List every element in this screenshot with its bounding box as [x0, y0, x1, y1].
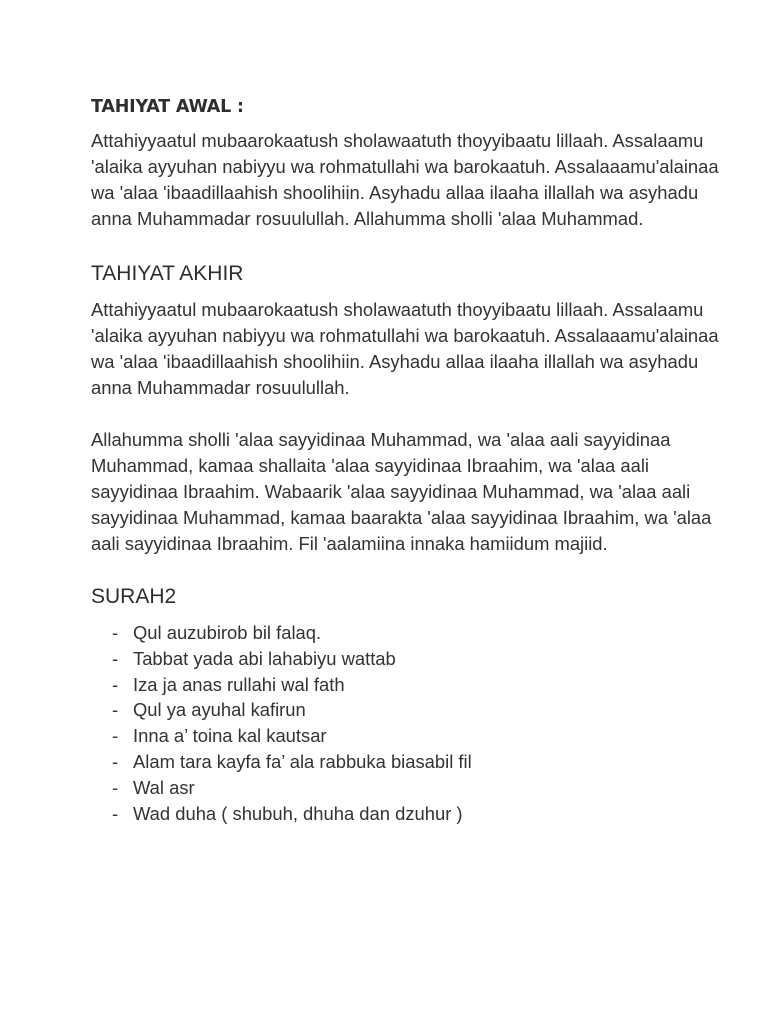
list-item — [91, 723, 731, 749]
surah-list — [91, 620, 731, 826]
list-item — [91, 749, 731, 775]
list-item-text: Qul auzubirob bil falaq. — [133, 622, 322, 643]
list-item-text: Qul ya ayuhal kafirun — [133, 699, 306, 721]
list-item-text: Alam tara kayfa fa’ ala rabbuka biasabil fil — [133, 750, 472, 772]
list-bullet: - — [112, 673, 119, 695]
list-bullet: - — [112, 725, 119, 747]
list-bullet: - — [112, 647, 119, 669]
list-bullet: - — [112, 699, 119, 721]
list-item — [91, 646, 731, 672]
list-item — [91, 620, 731, 646]
list-bullet: - — [112, 776, 119, 798]
list-item — [91, 775, 731, 801]
list-bullet: - — [112, 802, 119, 824]
list-item-text: Wad duha ( shubuh, dhuha dan dzuhur ) — [133, 802, 463, 824]
list-item-text: Inna a’ toina kal kautsar — [133, 725, 327, 747]
list-item-text: Wal asr — [133, 776, 195, 798]
document-page — [91, 94, 731, 826]
list-item — [91, 801, 731, 827]
paragraph-tahiyat-awal: Attahiyyaatul mubaarokaatush sholawaatuth thoyyibaatu lillaah. Assalaamu 'alaika ayyuhan nabiyyu wa rohmatullahi wa barokaatuh. Assalaaamu'alainaa wa 'alaa 'ibaadillaahish shoolihiin. Asyhadu allaa ilaaha illallah wa asyhadu anna Muhammadar rosuulullah. Allahumma sholli 'alaa Muhammad. — [91, 130, 719, 229]
heading-tahiyat-akhir: TAHIYAT AKHIR — [91, 262, 244, 285]
heading-tahiyat-awal: TAHIYAT AWAL : — [91, 97, 244, 117]
heading-surah: SURAH2 — [91, 585, 177, 608]
list-bullet: - — [112, 622, 119, 643]
list-item-text: Tabbat yada abi lahabiyu wattab — [133, 647, 396, 669]
paragraph-tahiyat-akhir-1: Attahiyyaatul mubaarokaatush sholawaatuth thoyyibaatu lillaah. Assalaamu 'alaika ayyuhan nabiyyu wa rohmatullahi wa barokaatuh. Assalaaamu'alainaa wa 'alaa 'ibaadillaahish shoolihiin. Asyhadu allaa ilaaha illallah wa asyhadu anna Muhammadar rosuulullah. — [91, 299, 719, 398]
paragraph-tahiyat-akhir-2: Allahumma sholli 'alaa sayyidinaa Muhammad, wa 'alaa aali sayyidinaa Muhammad, kamaa shallaita 'alaa sayyidinaa Ibraahim, wa 'alaa aali sayyidinaa Ibraahim. Wabaarik 'alaa sayyidinaa Muhammad, wa 'alaa aali sayyidinaa Muhammad, kamaa baarakta 'alaa sayyidinaa Ibraahim, wa 'alaa aali sayyidinaa Ibraahim. Fil 'aalamiina innaka hamiidum majiid. — [91, 429, 712, 554]
list-item — [91, 672, 731, 698]
list-item-text: Iza ja anas rullahi wal fath — [133, 673, 345, 695]
list-item — [91, 697, 731, 723]
list-bullet: - — [112, 750, 119, 772]
